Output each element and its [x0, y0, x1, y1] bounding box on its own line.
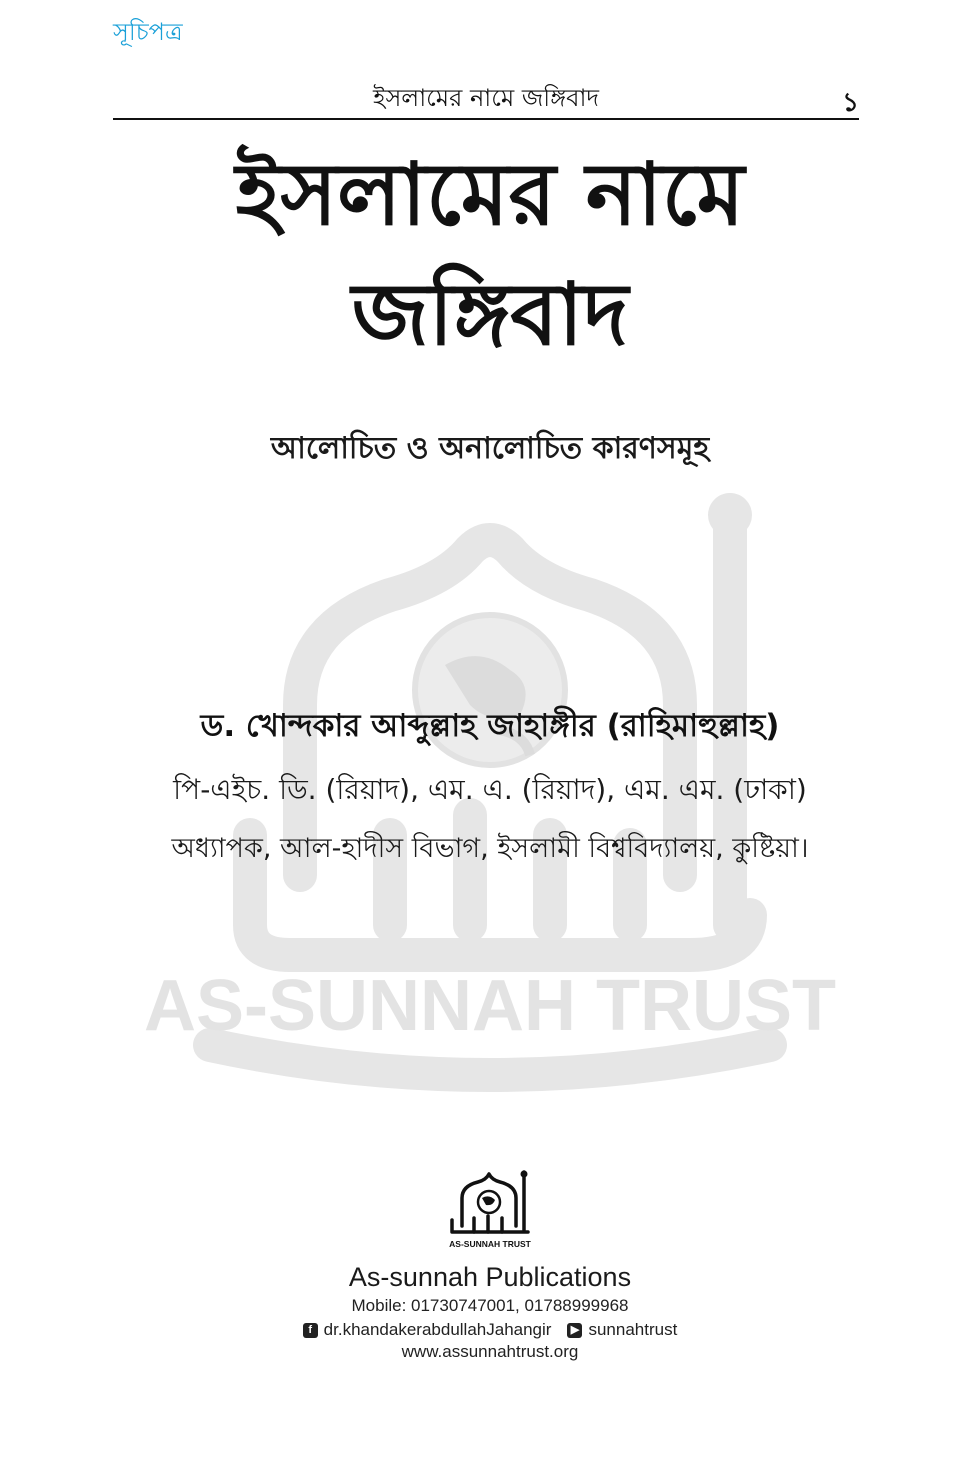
publisher-logo: [444, 1168, 536, 1252]
author-name: ড. খোন্দকার আব্দুল্লাহ জাহাঙ্গীর (রাহিমাহুল্লাহ): [200, 708, 780, 744]
publisher-mobile: Mobile: 01730747001, 01788999968: [351, 1296, 629, 1315]
author-degrees: পি-এইচ. ডি. (রিয়াদ), এম. এ. (রিয়াদ), এম. এম. (ঢাকা): [173, 773, 807, 806]
youtube-handle[interactable]: sunnahtrust: [588, 1320, 678, 1339]
publisher-name: As-sunnah Publications: [348, 1262, 632, 1292]
book-title-line1: ইসলামের নামে: [235, 145, 745, 245]
watermark-logo: [144, 455, 836, 1075]
publisher-logo-text: AS-SUNNAH TRUST: [449, 1239, 531, 1249]
facebook-icon: f: [303, 1323, 318, 1338]
toc-link[interactable]: সূচিপত্র: [113, 18, 183, 46]
running-title: ইসলামের নামে জঙ্গিবাদ: [372, 84, 600, 112]
page-number: ১: [842, 88, 859, 118]
youtube-icon: ▶: [567, 1323, 582, 1338]
running-header: [113, 76, 859, 120]
book-title-line2: জঙ্গিবাদ: [351, 265, 629, 365]
watermark-text: AS-SUNNAH TRUST: [144, 966, 836, 1046]
author-position: অধ্যাপক, আল-হাদীস বিভাগ, ইসলামী বিশ্ববিদ্যালয়, কুষ্টিয়া।: [171, 833, 809, 864]
publisher-website[interactable]: www.assunnahtrust.org: [401, 1342, 579, 1361]
book-subtitle: আলোচিত ও অনালোচিত কারণসমূহ: [270, 431, 710, 466]
social-links: [0, 1320, 980, 1340]
facebook-handle[interactable]: dr.khandakerabdullahJahangir: [323, 1320, 552, 1339]
